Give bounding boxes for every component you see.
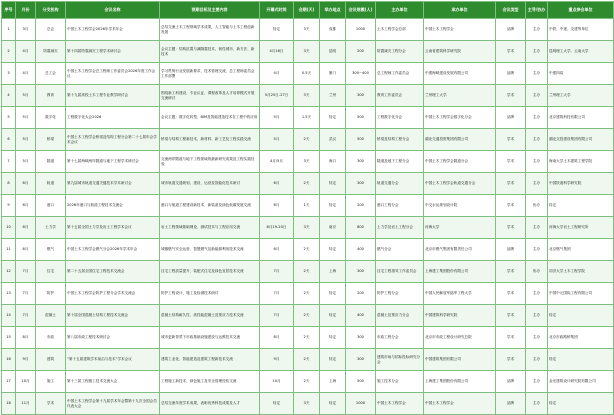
table-cell-organizer: 住宅工程指导工作委员会 — [376, 261, 424, 283]
table-cell-conference-name: 中国土木工程学会燃气分会2026年学术年会 — [66, 239, 160, 261]
table-cell-type: 学术 — [496, 349, 526, 371]
table-cell-goals-content: 住宅工程质量提升、装配式住宅及绿色宜居技术交流 — [160, 261, 260, 283]
table-cell-goals-content: 学习贯彻行业发展新要求，技术管理交流，总工程师委员会工作部署 — [160, 63, 260, 85]
table-row — [2, 85, 614, 107]
table-cell-role: 主办 — [526, 327, 548, 349]
table-cell-co-organizer: 北京市市政工程设计研究总院 — [424, 327, 496, 349]
table-cell-role: 主办 — [526, 371, 548, 393]
table-cell-location: 待定 — [320, 239, 346, 261]
table-cell-month: 8月 — [16, 327, 36, 349]
table-cell-branch: 防震减灾 — [36, 41, 66, 63]
header-col-month: 月份 — [16, 2, 36, 19]
table-cell-duration: 3天 — [294, 85, 320, 107]
table-cell-goals-content: 总结交流土木工程领域学术成果，人工智能与土木工程创新发展 — [160, 19, 260, 41]
table-cell-scale: 200 — [346, 41, 376, 63]
table-row — [2, 41, 614, 63]
table-cell-opening-time: 5月 — [260, 129, 294, 151]
table-cell-goals-content: 港口与航道工程建设新技术、新装备及绿色低碳发展交流 — [160, 195, 260, 217]
table-cell-organizer: 混凝土及预应力分会 — [376, 305, 424, 327]
table-cell-organizer: 轨道交通分会 — [376, 173, 424, 195]
table-cell-scale: 1000 — [346, 19, 376, 41]
table-cell-location: 武汉 — [320, 129, 346, 151]
table-cell-opening-time: 6月 — [260, 195, 294, 217]
table-cell-organizer: 市政工程分会 — [376, 327, 424, 349]
table-row — [2, 217, 614, 239]
table-cell-conference-name: 第十三届工程施工技术交流大会 — [66, 371, 160, 393]
table-cell-location: 上海 — [320, 261, 346, 283]
table-cell-duration: 2天 — [294, 261, 320, 283]
table-cell-conference-name: “第十五届建筑学术前沿与技术”学术会议 — [66, 349, 160, 371]
table-cell-scale: 300 — [346, 349, 376, 371]
table-cell-role: 主办 — [526, 129, 548, 151]
table-cell-duration: 3天 — [294, 393, 320, 415]
table-cell-goals-content: 会议主题：数字化转型，BIM及智能建造技术在工程中的应用 — [160, 107, 260, 129]
table-cell-organizer: 土力学及岩土工程分会 — [376, 217, 424, 239]
table-cell-role: 协办 — [526, 195, 548, 217]
table-cell-opening-time: 4月16日 — [260, 41, 294, 63]
table-row — [2, 151, 614, 173]
table-cell-location: 兰州 — [320, 85, 346, 107]
table-cell-conference-name: 第十七届海峡两岸隧道与地下工程学术研讨会 — [66, 151, 160, 173]
table-cell-scale: 300 — [346, 151, 376, 173]
table-row — [2, 261, 614, 283]
table-cell-co-organizer: 中国建筑科学研究院 — [424, 305, 496, 327]
table-cell-conference-name: 第二十五届全国住宅工程技术交流会 — [66, 261, 160, 283]
table-cell-branch: 住宅 — [36, 261, 66, 283]
table-cell-role: 主办 — [526, 283, 548, 305]
table-cell-duration: 1.5天 — [294, 107, 320, 129]
table-row — [2, 393, 614, 415]
table-cell-goals-content: 建筑工业化、智能建造及建筑工程新技术交流 — [160, 349, 260, 371]
table-cell-branch: 混凝土 — [36, 305, 66, 327]
table-cell-type: 品牌 — [496, 19, 526, 41]
table-cell-scale: 500 — [346, 107, 376, 129]
table-cell-key-participants: 河海大学岩土工程研究所 — [548, 217, 614, 239]
table-cell-branch: 教育 — [36, 85, 66, 107]
table-cell-organizer: 中国土木工程学会 — [376, 393, 424, 415]
table-cell-duration: 1天 — [294, 195, 320, 217]
table-cell-goals-content: 城市轨道交通规划、建设、运营及智能化技术研讨 — [160, 173, 260, 195]
table-cell-role: 主办 — [526, 393, 548, 415]
table-cell-duration: 3天 — [294, 19, 320, 41]
table-cell-index: 9 — [2, 195, 16, 217]
table-cell-month: 5月 — [16, 85, 36, 107]
table-cell-key-participants: 中国铁道科学研究院 — [548, 173, 614, 195]
table-cell-opening-time: 5月 — [260, 107, 294, 129]
table-cell-index: 14 — [2, 305, 16, 327]
table-cell-index: 17 — [2, 371, 16, 393]
table-cell-goals-content: 会议主题：结构抗震与减隔震技术，韧性城市，新方法、新技术 — [160, 41, 260, 63]
table-cell-location: 昆明 — [320, 41, 346, 63]
header-col-duration: 会期(天) — [294, 2, 320, 19]
table-cell-organizer: 防护工程分会 — [376, 283, 424, 305]
table-cell-index: 5 — [2, 107, 16, 129]
table-cell-type: 学术 — [496, 41, 526, 63]
table-cell-type: 学术 — [496, 173, 526, 195]
table-cell-role: 主办 — [526, 239, 548, 261]
table-cell-branch: 市政 — [36, 327, 66, 349]
header-col-key-participants: 重点参会单位 — [548, 2, 614, 19]
table-cell-conference-name: 中国土木工程学会桥梁及结构工程分会第二十七届年会学术会议 — [66, 129, 160, 151]
table-cell-index: 15 — [2, 327, 16, 349]
table-cell-index: 11 — [2, 239, 16, 261]
table-cell-scale: 500 — [346, 129, 376, 151]
table-cell-branch: 总会 — [36, 19, 66, 41]
table-cell-month: 4月 — [16, 63, 36, 85]
table-row — [2, 371, 614, 393]
table-cell-index: 1 — [2, 19, 16, 41]
table-cell-role: 主办 — [526, 305, 548, 327]
table-cell-organizer: 桥梁及结构工程分会 — [376, 129, 424, 151]
table-row — [2, 63, 614, 85]
table-cell-role: 主办 — [526, 349, 548, 371]
table-cell-branch: 轨道 — [36, 173, 66, 195]
table-cell-co-organizer: 北京市燃气集团有限责任公司 — [424, 239, 496, 261]
table-cell-key-participants: 昆明理工大学、云南大学 — [548, 41, 614, 63]
table-cell-goals-content: 城市更新背景下市政基础设施建设与运维技术交流 — [160, 327, 260, 349]
table-cell-location: 待定 — [320, 327, 346, 349]
table-cell-key-participants: 待定 — [548, 393, 614, 415]
table-cell-organizer: 建筑市场与招标投标研究分会 — [376, 349, 424, 371]
table-cell-key-participants: 海南大学土木建筑工程学院 — [548, 151, 614, 173]
table-cell-conference-name: 中国土木工程学会防护工程分会学术交流会 — [66, 283, 160, 305]
table-cell-type: 学术 — [496, 129, 526, 151]
table-cell-scale: 200 — [346, 195, 376, 217]
table-cell-duration: 2天 — [294, 283, 320, 305]
table-cell-month: 5月 — [16, 129, 36, 151]
table-cell-month: 11月 — [16, 393, 36, 415]
table-cell-type: 品牌 — [496, 107, 526, 129]
table-cell-co-organizer: 云南省建筑科学研究院 — [424, 41, 496, 63]
table-cell-role: 协办 — [526, 261, 548, 283]
table-cell-month: 7月 — [16, 283, 36, 305]
table-cell-scale: 1000 — [346, 393, 376, 415]
table-cell-opening-time: 5月25日-27日 — [260, 85, 294, 107]
header-col-opening-time: 开幕式时间 — [260, 2, 294, 19]
table-cell-type: 品牌 — [496, 63, 526, 85]
table-cell-co-organizer: 上海建工集团股份有限公司 — [424, 261, 496, 283]
header-col-location: 举办地点 — [320, 2, 346, 19]
table-cell-co-organizer: 中国土木工程学会隧道分会 — [424, 151, 496, 173]
table-cell-key-participants: 待定 — [548, 195, 614, 217]
table-cell-organizer: 燃气分会 — [376, 239, 424, 261]
table-cell-organizer: 防震减灾工程分会 — [376, 41, 424, 63]
table-cell-index: 10 — [2, 217, 16, 239]
table-cell-type: 学术 — [496, 151, 526, 173]
table-cell-opening-time: 待定 — [260, 393, 294, 415]
table-cell-opening-time: 6月 — [260, 239, 294, 261]
table-cell-goals-content: 交流两岸隧道与地下工程领域的最新研究成果及工程实践经验 — [160, 151, 260, 173]
table-cell-conference-name: 中国土木工程学会2026年学术年会 — [66, 19, 160, 41]
table-cell-branch: 数字化 — [36, 107, 66, 129]
header-col-type: 会议类型 — [496, 2, 526, 19]
header-col-organizer: 主办单位 — [376, 2, 424, 19]
table-cell-month: 6月 — [16, 217, 36, 239]
table-cell-type: 学术 — [496, 305, 526, 327]
table-cell-key-participants: 同济大学土木工程学院 — [548, 261, 614, 283]
table-cell-index: 12 — [2, 261, 16, 283]
table-cell-key-participants: 中铁、中建、交建等单位 — [548, 19, 614, 41]
table-cell-duration: 2天 — [294, 327, 320, 349]
table-cell-scale: 200 — [346, 283, 376, 305]
table-cell-key-participants: 待定 — [548, 305, 614, 327]
table-cell-branch: 桥梁 — [36, 129, 66, 151]
table-cell-type: 品牌 — [496, 393, 526, 415]
table-cell-key-participants: 北京市政路桥集团 — [548, 327, 614, 349]
table-cell-duration: 2天 — [294, 239, 320, 261]
table-cell-duration: 2天 — [294, 349, 320, 371]
table-cell-duration: 3天 — [294, 41, 320, 63]
table-cell-location: 待定 — [320, 283, 346, 305]
table-cell-role: 主办 — [526, 217, 548, 239]
table-cell-opening-time: 7月 — [260, 305, 294, 327]
table-cell-scale: 300 — [346, 327, 376, 349]
table-row — [2, 19, 614, 41]
table-cell-month: 5月 — [16, 107, 36, 129]
table-cell-goals-content: 岩土工程领域基础理论、测试技术与工程应用交流 — [160, 217, 260, 239]
table-cell-co-organizer: 中国人民解放军陆军工程大学 — [424, 283, 496, 305]
table-cell-month: 6月 — [16, 173, 36, 195]
table-cell-organizer: 总工程师工作委员会 — [376, 63, 424, 85]
table-cell-co-organizer: 中国建筑集团有限公司 — [424, 349, 496, 371]
table-row — [2, 195, 614, 217]
table-cell-goals-content: 工程施工新技术、绿色施工及安全管理经验交流 — [160, 371, 260, 393]
table-cell-index: 18 — [2, 393, 16, 415]
table-cell-conference-name: 第十届全国混凝土结构工程技术交流会 — [66, 305, 160, 327]
table-cell-goals-content: 桥梁与结构工程新技术、新材料、新工艺及工程实践交流 — [160, 129, 260, 151]
table-cell-scale: 400 — [346, 239, 376, 261]
table-cell-location: 待定 — [320, 393, 346, 415]
table-cell-type: 学术 — [496, 283, 526, 305]
table-cell-index: 4 — [2, 85, 16, 107]
table-cell-branch: 施工 — [36, 371, 66, 393]
table-cell-month: 6月 — [16, 195, 36, 217]
table-row — [2, 283, 614, 305]
table-cell-scale: 500 — [346, 371, 376, 393]
header-col-branch: 分支机构 — [36, 2, 66, 19]
table-cell-month: 5月 — [16, 151, 36, 173]
table-cell-co-organizer: 中建海峡建设发展有限公司 — [424, 63, 496, 85]
table-cell-location: 海口 — [320, 151, 346, 173]
table-cell-opening-time: 7月 — [260, 261, 294, 283]
table-cell-goals-content: 总结交流年度学术成果，表彰优秀科技成果及人才 — [160, 393, 260, 415]
table-cell-duration: 2天 — [294, 305, 320, 327]
table-cell-co-organizer: 湖北交通投资集团有限公司 — [424, 129, 496, 151]
table-cell-organizer: 土木工程学会总部 — [376, 19, 424, 41]
table-cell-organizer: 港口工程分会 — [376, 195, 424, 217]
table-cell-opening-time: 4月 — [260, 63, 294, 85]
table-cell-location: 待定 — [320, 173, 346, 195]
table-cell-role: 主办 — [526, 151, 548, 173]
table-cell-branch: 防护 — [36, 283, 66, 305]
table-cell-type: 学术 — [496, 327, 526, 349]
table-cell-key-participants: 中国中元国际工程有限公司 — [548, 283, 614, 305]
table-cell-location: 厦门 — [320, 63, 346, 85]
table-row — [2, 173, 614, 195]
table-cell-month: 4月 — [16, 41, 36, 63]
table-cell-role: 主办 — [526, 63, 548, 85]
table-cell-month: 3月 — [16, 19, 36, 41]
table-cell-duration: 2天 — [294, 129, 320, 151]
table-cell-branch: 总工会 — [36, 63, 66, 85]
table-cell-branch: 学术 — [36, 393, 66, 415]
table-cell-duration: 2天 — [294, 371, 320, 393]
table-cell-co-organizer: 中国土木工程学会数字化分会 — [424, 107, 496, 129]
table-cell-branch: 港口 — [36, 195, 66, 217]
table-cell-conference-name: 第十五届全国土力学及岩土工程学术会议 — [66, 217, 160, 239]
table-cell-key-participants: 待定 — [548, 349, 614, 371]
table-row — [2, 107, 614, 129]
table-cell-branch: 隧道 — [36, 151, 66, 173]
table-cell-opening-time: 7月 — [260, 283, 294, 305]
table-cell-co-organizer: 中国土木工程学会 — [424, 19, 496, 41]
table-cell-location: 待定 — [320, 349, 346, 371]
table-cell-index: 16 — [2, 349, 16, 371]
table-row — [2, 129, 614, 151]
header-col-role: 主导/协办 — [526, 2, 548, 19]
table-cell-type: 学术 — [496, 217, 526, 239]
table-cell-role: 主办 — [526, 85, 548, 107]
table-cell-role: 主办 — [526, 41, 548, 63]
table-cell-index: 13 — [2, 283, 16, 305]
table-cell-role: 主办 — [526, 107, 548, 129]
table-cell-branch: 燃气 — [36, 239, 66, 261]
table-cell-month: 9月 — [16, 349, 36, 371]
table-cell-conference-name: 工程数字化大会2026 — [66, 107, 160, 129]
table-row — [2, 239, 614, 261]
table-cell-scale: 300 — [346, 85, 376, 107]
table-cell-goals-content: 围绕新工科建设、专业认证、课程改革及人才培养模式开展交流研讨 — [160, 85, 260, 107]
table-cell-scale: 400 — [346, 305, 376, 327]
table-cell-key-participants: 金光建筑设计研究院有限公司 — [548, 371, 614, 393]
table-cell-scale: 300 — [346, 173, 376, 195]
table-cell-location: 上海 — [320, 371, 346, 393]
header-col-conference-name: 会议名称 — [66, 2, 160, 19]
table-cell-key-participants: 湖北交投建设集团有限公司 — [548, 129, 614, 151]
table-cell-key-participants: 中建四局 — [548, 63, 614, 85]
table-cell-scale: 300 — [346, 261, 376, 283]
table-cell-co-organizer: 上海建工集团股份有限公司 — [424, 371, 496, 393]
table-cell-index: 3 — [2, 63, 16, 85]
table-cell-location: 成都 — [320, 19, 346, 41]
table-cell-key-participants: 北京建筑科技有限公司 — [548, 107, 614, 129]
table-cell-month: 7月 — [16, 305, 36, 327]
table-cell-location: 待定 — [320, 107, 346, 129]
table-cell-duration: 3天 — [294, 151, 320, 173]
table-cell-conference-name: 第九届城市轨道交通关键技术学术研讨会 — [66, 173, 160, 195]
table-cell-conference-name: 第十四届防震减灾工程学术研讨会 — [66, 41, 160, 63]
table-cell-index: 7 — [2, 151, 16, 173]
table-cell-co-organizer: 兰州理工大学 — [424, 85, 496, 107]
table-cell-co-organizer: 中国土木工程学会 — [424, 393, 496, 415]
table-cell-location: 待定 — [320, 195, 346, 217]
table-row — [2, 327, 614, 349]
table-cell-organizer: 施工技术分会 — [376, 371, 424, 393]
table-cell-location: 待定 — [320, 305, 346, 327]
header-col-scale: 会议规模(人) — [346, 2, 376, 19]
table-cell-key-participants: 北京燃气集团 — [548, 239, 614, 261]
header-col-co-organizer: 承办单位 — [424, 2, 496, 19]
table-cell-type: 品牌 — [496, 371, 526, 393]
table-row — [2, 305, 614, 327]
table-cell-opening-time: 4月/5月 — [260, 151, 294, 173]
table-cell-branch: 建筑 — [36, 349, 66, 371]
table-row — [2, 349, 614, 371]
table-cell-opening-time: 10月 — [260, 371, 294, 393]
table-header-row — [2, 2, 614, 19]
table-cell-index: 2 — [2, 41, 16, 63]
table-cell-month: 7月 — [16, 261, 36, 283]
table-cell-duration: 3天 — [294, 217, 320, 239]
table-cell-co-organizer: 河海大学 — [424, 217, 496, 239]
conference-schedule-table — [1, 1, 614, 415]
table-cell-co-organizer: 中交水运规划设计院 — [424, 195, 496, 217]
table-cell-goals-content: 防护工程设计、施工及检测技术研讨 — [160, 283, 260, 305]
table-cell-conference-name: 中国土木工程学会第十九届学术年会暨第十九次全国会员代表大会 — [66, 393, 160, 415]
table-cell-type: 学术 — [496, 85, 526, 107]
table-cell-index: 6 — [2, 129, 16, 151]
table-cell-opening-time: 6月19-20日 — [260, 217, 294, 239]
table-cell-role: 主办 — [526, 19, 548, 41]
table-cell-type: 学术 — [496, 261, 526, 283]
table-cell-location: 南京 — [320, 217, 346, 239]
table-cell-opening-time: 6月 — [260, 173, 294, 195]
header-col-index: 序号 — [2, 2, 16, 19]
table-cell-month: 6月 — [16, 239, 36, 261]
table-cell-type: 学术 — [496, 195, 526, 217]
table-cell-goals-content: 城镇燃气安全运营、智慧燃气及新能源利用技术交流 — [160, 239, 260, 261]
table-cell-branch: 土力学 — [36, 217, 66, 239]
table-cell-conference-name: 中国土木工程学会总工程师工作委员会2026年度工作会议 — [66, 63, 160, 85]
table-cell-organizer: 教育工作委员会 — [376, 85, 424, 107]
table-cell-opening-time: 待定 — [260, 19, 294, 41]
table-cell-co-organizer: 中国土木工程学会轨道交通分会 — [424, 173, 496, 195]
table-cell-conference-name: 第十九届高校土木工程专业教学研讨会 — [66, 85, 160, 107]
table-cell-opening-time: 9月 — [260, 349, 294, 371]
table-cell-key-participants: 兰州理工大学 — [548, 85, 614, 107]
table-cell-goals-content: 混凝土结构耐久性、高性能混凝土及预应力技术交流 — [160, 305, 260, 327]
table-cell-duration: 2天 — [294, 173, 320, 195]
table-cell-type: 品牌 — [496, 239, 526, 261]
table-body — [2, 19, 614, 415]
table-cell-duration: 0.5天 — [294, 63, 320, 85]
table-cell-conference-name: 第八届市政工程技术研讨会 — [66, 327, 160, 349]
table-cell-organizer: 工程数字化分会 — [376, 107, 424, 129]
table-cell-scale: 800 — [346, 217, 376, 239]
header-col-goals-content: 预期目标及主要内容 — [160, 2, 260, 19]
table-cell-organizer: 隧道及地下工程分会 — [376, 151, 424, 173]
table-cell-month: 10月 — [16, 371, 36, 393]
table-cell-conference-name: 2026年港口与航道工程技术交流会 — [66, 195, 160, 217]
table-cell-scale: 300~400 — [346, 63, 376, 85]
table-cell-index: 8 — [2, 173, 16, 195]
table-cell-role: 主办 — [526, 173, 548, 195]
table-cell-opening-time: 8月 — [260, 327, 294, 349]
